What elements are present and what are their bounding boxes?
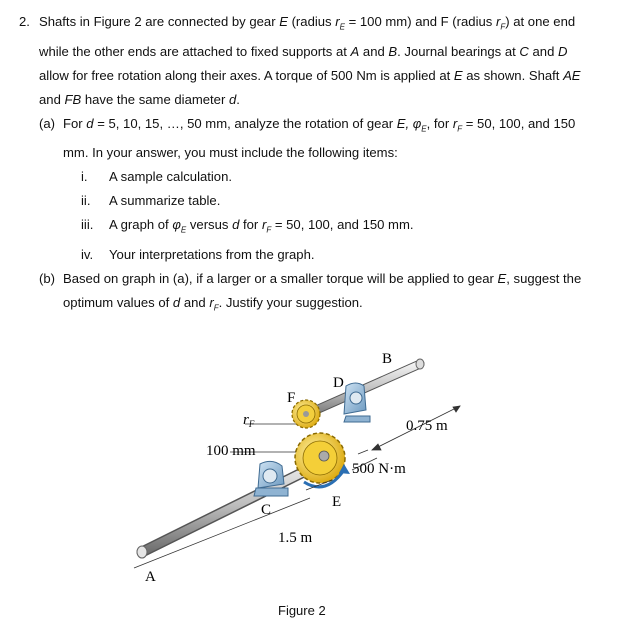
- part-b-line-2: optimum values of d and $r_F$. Justify your suggestion.: [63, 294, 363, 313]
- shaft-figure: [120, 340, 520, 600]
- label-E: E: [332, 494, 342, 510]
- part-b: [19, 267, 619, 321]
- bearing-C: [254, 461, 288, 496]
- gear-E-icon: [295, 433, 345, 483]
- intro-line-4: and FB have the same diameter d.: [39, 91, 240, 107]
- intro-line-3: allow for free rotation along their axes. A torque of 500 Nm is applied at E as shown. Shaft AE: [39, 67, 581, 83]
- part-b-line-1: Based on graph in (a), if a larger or a smaller torque will be applied to gear E, suggest the: [63, 270, 582, 286]
- part-a-label: (a): [39, 115, 56, 131]
- gear-F-icon: [292, 400, 320, 428]
- part-b-label: (b): [39, 270, 56, 286]
- label-100mm: 100 mm: [206, 443, 256, 459]
- intro-line-1: Shafts in Figure 2 are connected by gear E (radius $r_E = 100$ mm) and F (radius $r_F$) at one end: [39, 14, 576, 32]
- label-rF: $r_F$: [243, 412, 255, 429]
- label-F: F: [287, 390, 296, 406]
- intro-line-2: while the other ends are attached to fixed supports at A and B. Journal bearings at C and D: [39, 43, 568, 59]
- list-item: ii. A summarize table.: [81, 193, 221, 209]
- label-D: D: [333, 375, 344, 391]
- part-a-line-1: For d = 5, 10, 15, …, 50 mm, analyze the rotation of gear E, $\varphi_E$, for $r_F = 50$, 100, and 150: [63, 115, 576, 134]
- list-item: iii. A graph of $\varphi_E$ versus d for $r_F = 50$, 100, and 150 mm.: [81, 217, 414, 235]
- figure-caption: Figure 2: [278, 603, 326, 618]
- label-15m: 1.5 m: [278, 530, 313, 546]
- part-a-line-2: mm. In your answer, you must include the following items:: [63, 145, 398, 161]
- label-075m: 0.75 m: [406, 418, 448, 434]
- question-number: 2.: [19, 14, 30, 29]
- label-C: C: [261, 502, 272, 518]
- part-a: [19, 112, 619, 166]
- question-intro: [39, 10, 619, 112]
- list-item: iv. Your interpretations from the graph.: [81, 246, 315, 262]
- label-A: A: [145, 569, 156, 585]
- label-B: B: [382, 351, 393, 367]
- list-item: i. A sample calculation.: [81, 169, 233, 185]
- label-torque: 500 N·m: [352, 461, 406, 477]
- question-block: [19, 10, 619, 320]
